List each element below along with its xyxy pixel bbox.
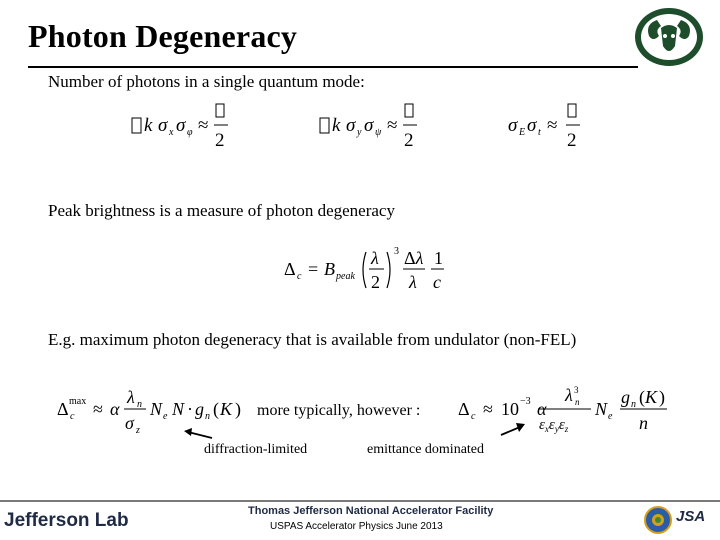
svg-text:N: N	[595, 399, 608, 419]
svg-text:n: n	[631, 399, 636, 410]
svg-text:g: g	[195, 399, 204, 419]
svg-text:≈: ≈	[93, 399, 103, 419]
svg-text:c: c	[471, 411, 476, 422]
svg-text:K: K	[220, 399, 233, 419]
svg-text:·: ·	[187, 399, 193, 419]
svg-text:≈: ≈	[198, 115, 209, 136]
course-footer-text: USPAS Accelerator Physics June 2013	[270, 521, 443, 532]
svg-text:peak: peak	[336, 271, 355, 282]
undulator-degeneracy-formulas	[55, 382, 675, 440]
svg-text:εxεyεz: $\varepsilon_x\varepsilon_y\varepsilon_z$	[539, 417, 569, 434]
svg-text:σ: σ	[125, 413, 134, 433]
svg-text:σ: σ	[158, 115, 168, 136]
quantum-mode-text: Number of photons in a single quantum mode:	[48, 72, 365, 91]
svg-text:=: =	[308, 259, 319, 279]
title-divider	[28, 66, 638, 68]
svg-text:Δ: Δ	[284, 259, 296, 279]
svg-text:z: z	[136, 425, 140, 436]
quantum-mode-formulas	[130, 100, 600, 156]
doe-seal-icon	[644, 506, 672, 534]
svg-text:(: (	[213, 399, 219, 419]
peak-brightness-text: Peak brightness is a measure of photon degeneracy	[48, 201, 395, 220]
svg-text:φ: φ	[187, 127, 193, 138]
svg-text:E: E	[519, 127, 526, 138]
svg-text:N: N	[172, 399, 185, 419]
svg-text:λ: λ	[371, 248, 379, 268]
svg-text:N: N	[150, 399, 163, 419]
jsa-logo-icon: JSA	[676, 508, 706, 525]
facility-name: Thomas Jefferson National Accelerator Facility	[248, 505, 494, 517]
svg-text:t: t	[538, 127, 541, 138]
slide-title: Photon Degeneracy	[28, 18, 298, 54]
svg-text:λ: λ	[127, 387, 135, 407]
svg-text:2: 2	[215, 130, 225, 151]
svg-text:−3: −3	[520, 396, 531, 407]
svg-text:n: n	[575, 397, 580, 407]
svg-text:): )	[659, 387, 665, 407]
svg-text:Δλ: Δλ	[404, 248, 424, 268]
footer-divider	[0, 500, 720, 502]
svg-text:σ: σ	[527, 115, 537, 136]
diffraction-limited-label: diffraction-limited	[204, 442, 308, 457]
ram-logo-icon	[633, 6, 705, 68]
svg-text:λ: λ	[565, 385, 573, 405]
arrow-right-icon	[500, 422, 526, 438]
svg-text:e: e	[608, 411, 613, 422]
svg-text:α: α	[537, 399, 547, 419]
svg-text:B: B	[324, 259, 335, 279]
svg-text:≈: ≈	[387, 115, 398, 136]
svg-text:y: y	[357, 127, 362, 138]
svg-text:≈: ≈	[483, 399, 493, 419]
svg-text:2: 2	[371, 272, 380, 292]
svg-text:3: 3	[574, 385, 579, 395]
max-degeneracy-text: E.g. maximum photon degeneracy that is available from undulator (non-FEL)	[48, 330, 577, 349]
svg-text:n: n	[205, 411, 210, 422]
svg-text:σ: σ	[176, 115, 186, 136]
svg-text:): )	[235, 399, 241, 419]
svg-text:≈: ≈	[547, 115, 558, 136]
arrow-left-icon	[183, 428, 213, 442]
svg-text:α: α	[110, 399, 120, 419]
svg-text:n: n	[137, 399, 142, 410]
svg-text:c: c	[297, 271, 302, 282]
formula-transition-text: more typically, however :	[257, 402, 421, 419]
svg-text:10: 10	[501, 399, 519, 419]
svg-text:n: n	[639, 413, 648, 433]
svg-text:2: 2	[404, 130, 414, 151]
svg-text:σ: σ	[364, 115, 374, 136]
emittance-dominated-label: emittance dominated	[367, 442, 485, 457]
degeneracy-brightness-formula	[282, 242, 452, 300]
svg-text:k: k	[332, 115, 341, 136]
svg-text:λ: λ	[409, 272, 417, 292]
svg-text:Δ: Δ	[458, 399, 470, 419]
svg-text:σ: σ	[346, 115, 356, 136]
svg-text:(: (	[639, 387, 645, 407]
svg-text:g: g	[621, 387, 630, 407]
svg-text:K: K	[645, 387, 658, 407]
svg-text:c: c	[70, 411, 75, 422]
svg-text:max: max	[69, 396, 87, 407]
svg-text:k: k	[144, 115, 153, 136]
jefferson-lab-logo-icon: Jefferson Lab	[4, 510, 129, 531]
svg-text:2: 2	[567, 130, 577, 151]
svg-text:3: 3	[394, 246, 399, 257]
svg-text:c: c	[433, 272, 441, 292]
svg-text:x: x	[169, 127, 174, 138]
svg-text:Δ: Δ	[57, 399, 69, 419]
svg-text:1: 1	[434, 248, 443, 268]
svg-text:e: e	[163, 411, 168, 422]
svg-text:ψ: ψ	[375, 127, 382, 138]
svg-text:σ: σ	[508, 115, 518, 136]
